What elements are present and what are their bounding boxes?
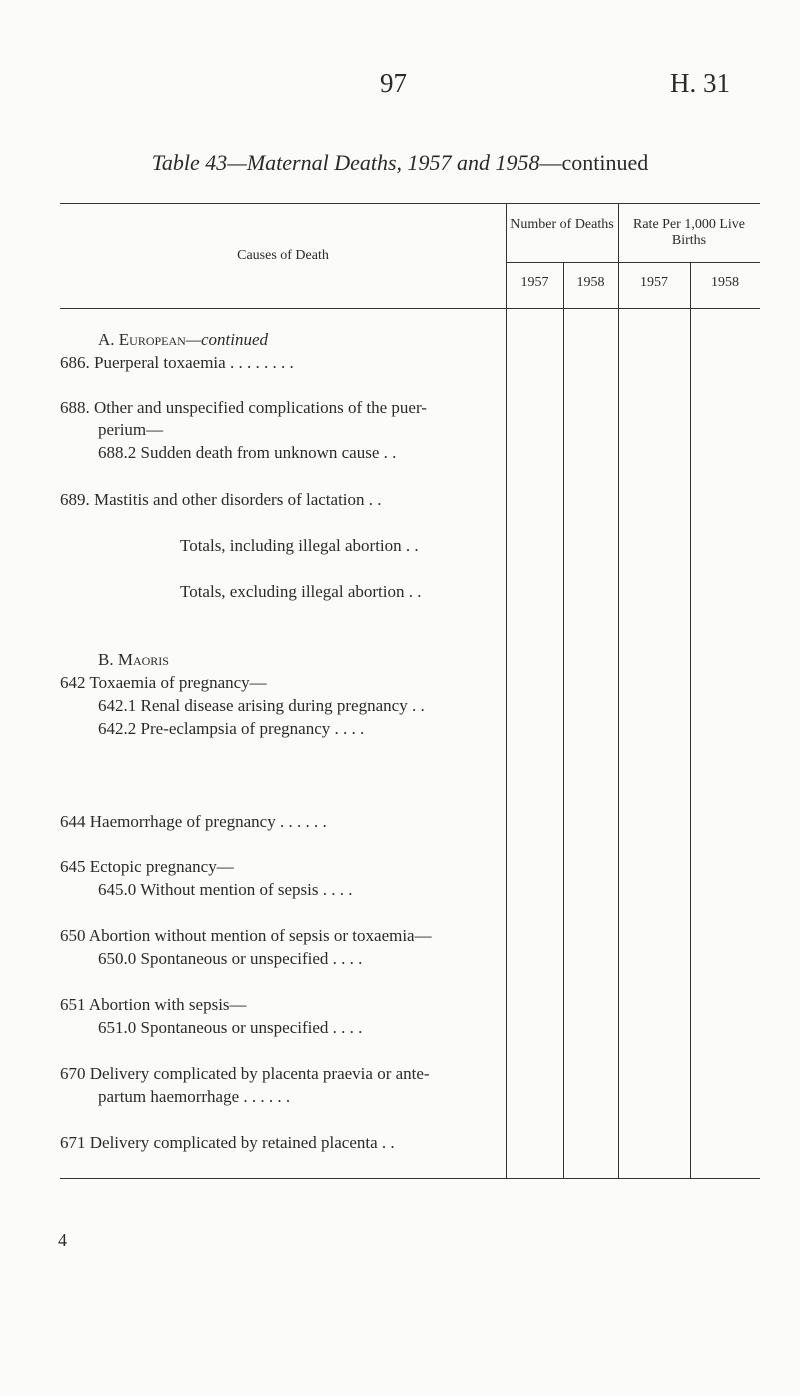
col-rule-4 xyxy=(690,262,691,1178)
page-number: 97 xyxy=(380,68,407,98)
row-label: 642.1 Renal disease arising during pregnancy . . xyxy=(98,696,425,715)
section-heading-maoris: B. Maoris xyxy=(98,650,169,669)
header-year-rate-1957: 1957 xyxy=(640,275,668,290)
header-deaths: Number of Deaths xyxy=(510,217,614,232)
section-heading-european-label: A. European xyxy=(98,330,186,349)
row-label: 650 Abortion without mention of sepsis or toxaemia— xyxy=(60,926,432,945)
row-label: 644 Haemorrhage of pregnancy . . . . . . xyxy=(60,812,327,831)
row-label: 651.0 Spontaneous or unspecified . . . . xyxy=(98,1018,363,1037)
table-title-main: Table 43—Maternal Deaths, 1957 and 1958 xyxy=(151,150,540,175)
row-label: 650.0 Spontaneous or unspecified . . . . xyxy=(98,949,363,968)
header-causes: Causes of Death xyxy=(237,248,329,263)
row-label: partum haemorrhage . . . . . . xyxy=(98,1087,291,1106)
row-label: 688. Other and unspecified complications of the puer- xyxy=(60,398,427,417)
section-heading-european-suffix: —continued xyxy=(185,330,268,349)
row-label: 688.2 Sudden death from unknown cause . . xyxy=(98,443,397,462)
table-title-suffix: —continued xyxy=(539,150,649,175)
header-year-rate-1958: 1958 xyxy=(711,275,739,290)
col-rule-1 xyxy=(506,203,507,1178)
row-label: Totals, excluding illegal abortion . . xyxy=(180,582,422,601)
row-label: Totals, including illegal abortion . . xyxy=(180,536,419,555)
row-label: 642 Toxaemia of pregnancy— xyxy=(60,673,267,692)
header-sub-rule xyxy=(506,262,760,263)
header-bottom-rule xyxy=(60,308,760,309)
header-year-deaths-1957: 1957 xyxy=(520,275,549,290)
section-heading-european xyxy=(98,330,268,350)
row-label: 670 Delivery complicated by placenta praevia or ante- xyxy=(60,1064,430,1083)
row-label: 686. Puerperal toxaemia . . . . . . . . xyxy=(60,353,294,372)
row-label: 651 Abortion with sepsis— xyxy=(60,995,247,1014)
row-label: 645 Ectopic pregnancy— xyxy=(60,857,234,876)
col-rule-2 xyxy=(563,262,564,1178)
row-label: 689. Mastitis and other disorders of lactation . . xyxy=(60,490,382,509)
table-top-rule xyxy=(60,203,760,204)
table-bottom-rule xyxy=(60,1178,760,1179)
table-title xyxy=(0,150,800,176)
row-label: perium— xyxy=(98,420,164,439)
row-label: 645.0 Without mention of sepsis . . . . xyxy=(98,880,353,899)
page-code: H. 31 xyxy=(670,68,730,98)
col-rule-3 xyxy=(618,203,619,1178)
row-label: 671 Delivery complicated by retained placenta . . xyxy=(60,1133,395,1152)
row-label: 642.2 Pre-eclampsia of pregnancy . . . . xyxy=(98,719,365,738)
header-year-deaths-1958: 1958 xyxy=(576,275,605,290)
footnote-number: 4 xyxy=(58,1230,67,1250)
header-rate: Rate Per 1,000 Live Births xyxy=(633,217,745,248)
